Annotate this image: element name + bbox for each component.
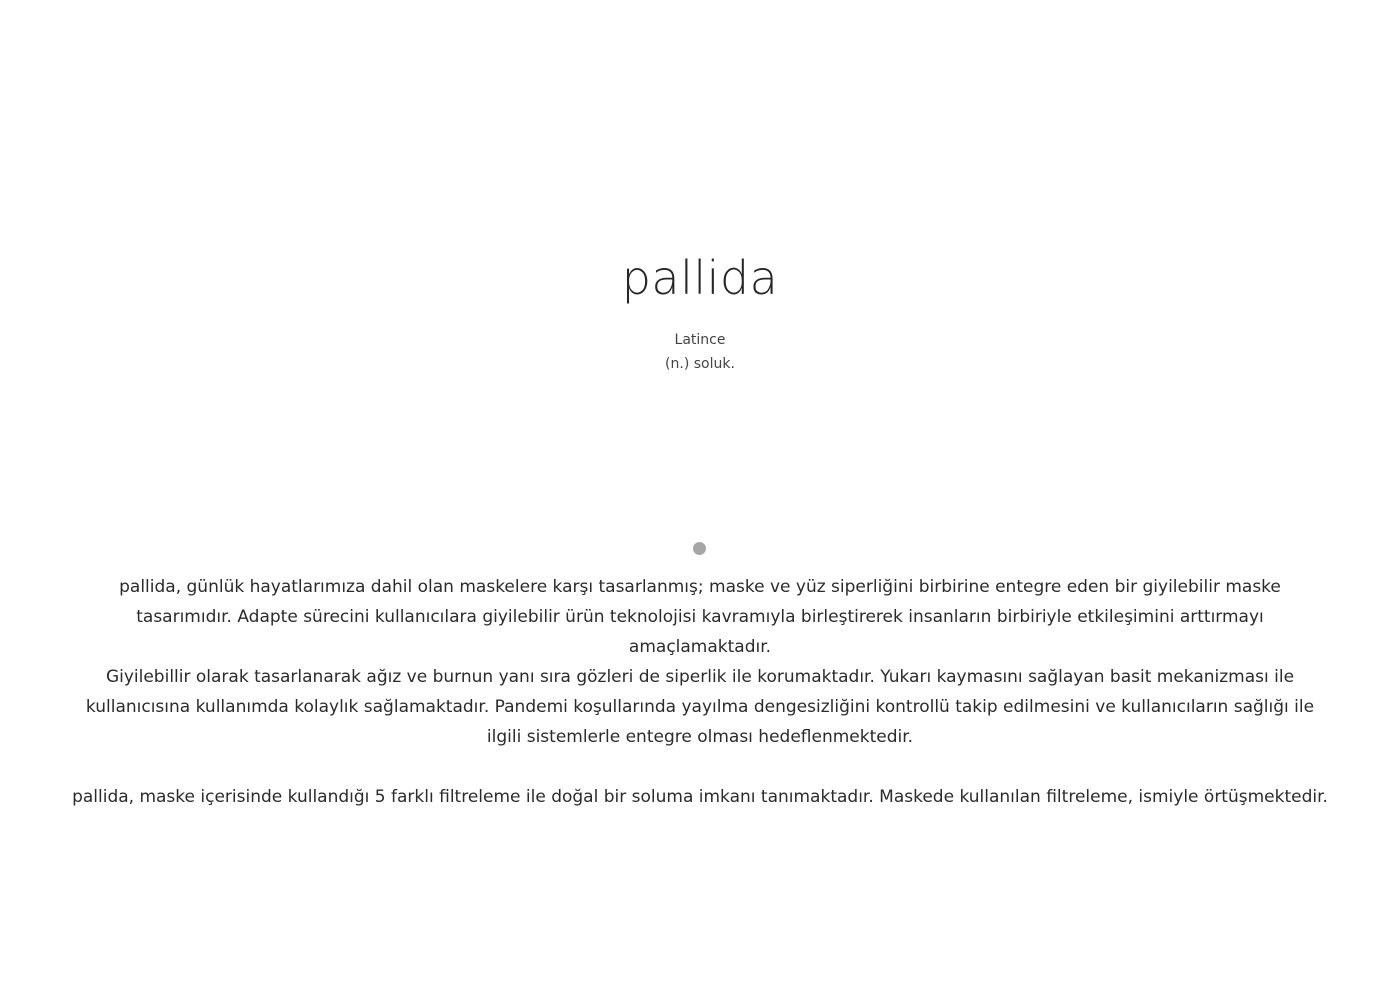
language-label: Latince — [674, 332, 726, 348]
description-paragraph-1: pallida, günlük hayatlarımıza dahil olan maskelere karşı tasarlanmış; maske ve yüz siperliğini birbirine entegre eden bir giyilebilir maske tasarımıdır. Adapte sürecini kullanıcılara giyilebilir ürün teknolojisi kavramıyla birleştirerek insanların birbiriyle etkileşimini arttırmayı amaçlamaktadır. — [119, 577, 1281, 657]
definition-text: (n.) soluk. — [665, 356, 735, 372]
separator-dot — [693, 542, 706, 555]
description-paragraph-2: Giyilebillir olarak tasarlanarak ağız ve burnun yanı sıra gözleri de siperlik ile korumaktadır. Yukarı kaymasını sağlayan basit mekanizması ile kullanıcısına kullanımda kolaylık sağlamaktadır. Pandemi koşullarında yayılma dengesizliğini kontrollü takip edilmesini ve kullanıcıların sağlığı ile ilgili sistemlerle entegre olması hedeflenmektedir. — [85, 667, 1315, 747]
description-paragraph-3: pallida, maske içerisinde kullandığı 5 farklı filtreleme ile doğal bir soluma imkanı tanımaktadır. Maskede kullanılan filtreleme, ismiyle örtüşmektedir. — [72, 787, 1328, 807]
page-title: pallida — [621, 251, 779, 305]
